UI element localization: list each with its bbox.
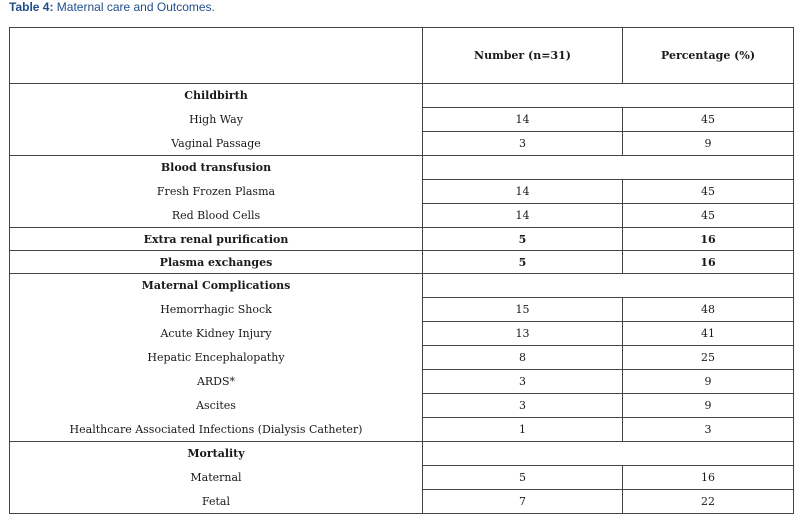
row-number: 14 [423, 180, 623, 204]
row-number: 14 [423, 204, 623, 228]
section-row [10, 274, 794, 298]
section-empty-cell [423, 156, 794, 180]
row-label: Fetal [10, 490, 423, 514]
maternal-care-table [9, 27, 794, 514]
section-row [10, 442, 794, 466]
section-row [10, 84, 794, 108]
row-label: Vaginal Passage [10, 132, 423, 156]
header-row [10, 28, 794, 84]
table-row [10, 418, 794, 442]
table-body [10, 84, 794, 514]
row-number: 15 [423, 298, 623, 322]
header-number: Number (n=31) [423, 28, 623, 84]
row-percentage: 45 [623, 204, 794, 228]
row-label: Maternal [10, 466, 423, 490]
table-row [10, 466, 794, 490]
table-row [10, 204, 794, 228]
row-percentage: 25 [623, 346, 794, 370]
section-title: Childbirth [10, 84, 423, 108]
table-row [10, 394, 794, 418]
row-percentage: 45 [623, 108, 794, 132]
section-title: Maternal Complications [10, 274, 423, 298]
row-label: High Way [10, 108, 423, 132]
row-number: 1 [423, 418, 623, 442]
row-label: Plasma exchanges [10, 251, 423, 274]
table-row [10, 346, 794, 370]
row-percentage: 3 [623, 418, 794, 442]
section-empty-cell [423, 442, 794, 466]
row-label: Healthcare Associated Infections (Dialysis Catheter) [10, 418, 423, 442]
row-number: 5 [423, 228, 623, 251]
table-caption-text: Maternal care and Outcomes. [53, 0, 215, 14]
section-row [10, 156, 794, 180]
row-label: Ascites [10, 394, 423, 418]
table-row [10, 132, 794, 156]
table-row [10, 108, 794, 132]
row-label: Red Blood Cells [10, 204, 423, 228]
table-row [10, 370, 794, 394]
row-percentage: 16 [623, 251, 794, 274]
row-percentage: 9 [623, 370, 794, 394]
row-number: 3 [423, 132, 623, 156]
row-number: 5 [423, 466, 623, 490]
section-empty-cell [423, 274, 794, 298]
row-number: 7 [423, 490, 623, 514]
table-caption [9, 0, 215, 14]
row-percentage: 22 [623, 490, 794, 514]
row-label: Hepatic Encephalopathy [10, 346, 423, 370]
section-empty-cell [423, 84, 794, 108]
header-percentage: Percentage (%) [623, 28, 794, 84]
section-title: Mortality [10, 442, 423, 466]
row-number: 5 [423, 251, 623, 274]
header-label [10, 28, 423, 84]
table-row [10, 228, 794, 251]
row-percentage: 45 [623, 180, 794, 204]
section-title: Blood transfusion [10, 156, 423, 180]
table-row [10, 298, 794, 322]
row-percentage: 16 [623, 466, 794, 490]
row-label: Acute Kidney Injury [10, 322, 423, 346]
row-number: 3 [423, 394, 623, 418]
row-percentage: 9 [623, 394, 794, 418]
row-percentage: 16 [623, 228, 794, 251]
row-label: Fresh Frozen Plasma [10, 180, 423, 204]
row-label: ARDS* [10, 370, 423, 394]
row-percentage: 48 [623, 298, 794, 322]
table-caption-label: Table 4: [9, 0, 54, 14]
table-row [10, 251, 794, 274]
row-percentage: 41 [623, 322, 794, 346]
table-row [10, 322, 794, 346]
row-label: Extra renal purification [10, 228, 423, 251]
row-number: 13 [423, 322, 623, 346]
table-row [10, 490, 794, 514]
row-label: Hemorrhagic Shock [10, 298, 423, 322]
row-number: 14 [423, 108, 623, 132]
row-number: 8 [423, 346, 623, 370]
row-number: 3 [423, 370, 623, 394]
table-row [10, 180, 794, 204]
row-percentage: 9 [623, 132, 794, 156]
